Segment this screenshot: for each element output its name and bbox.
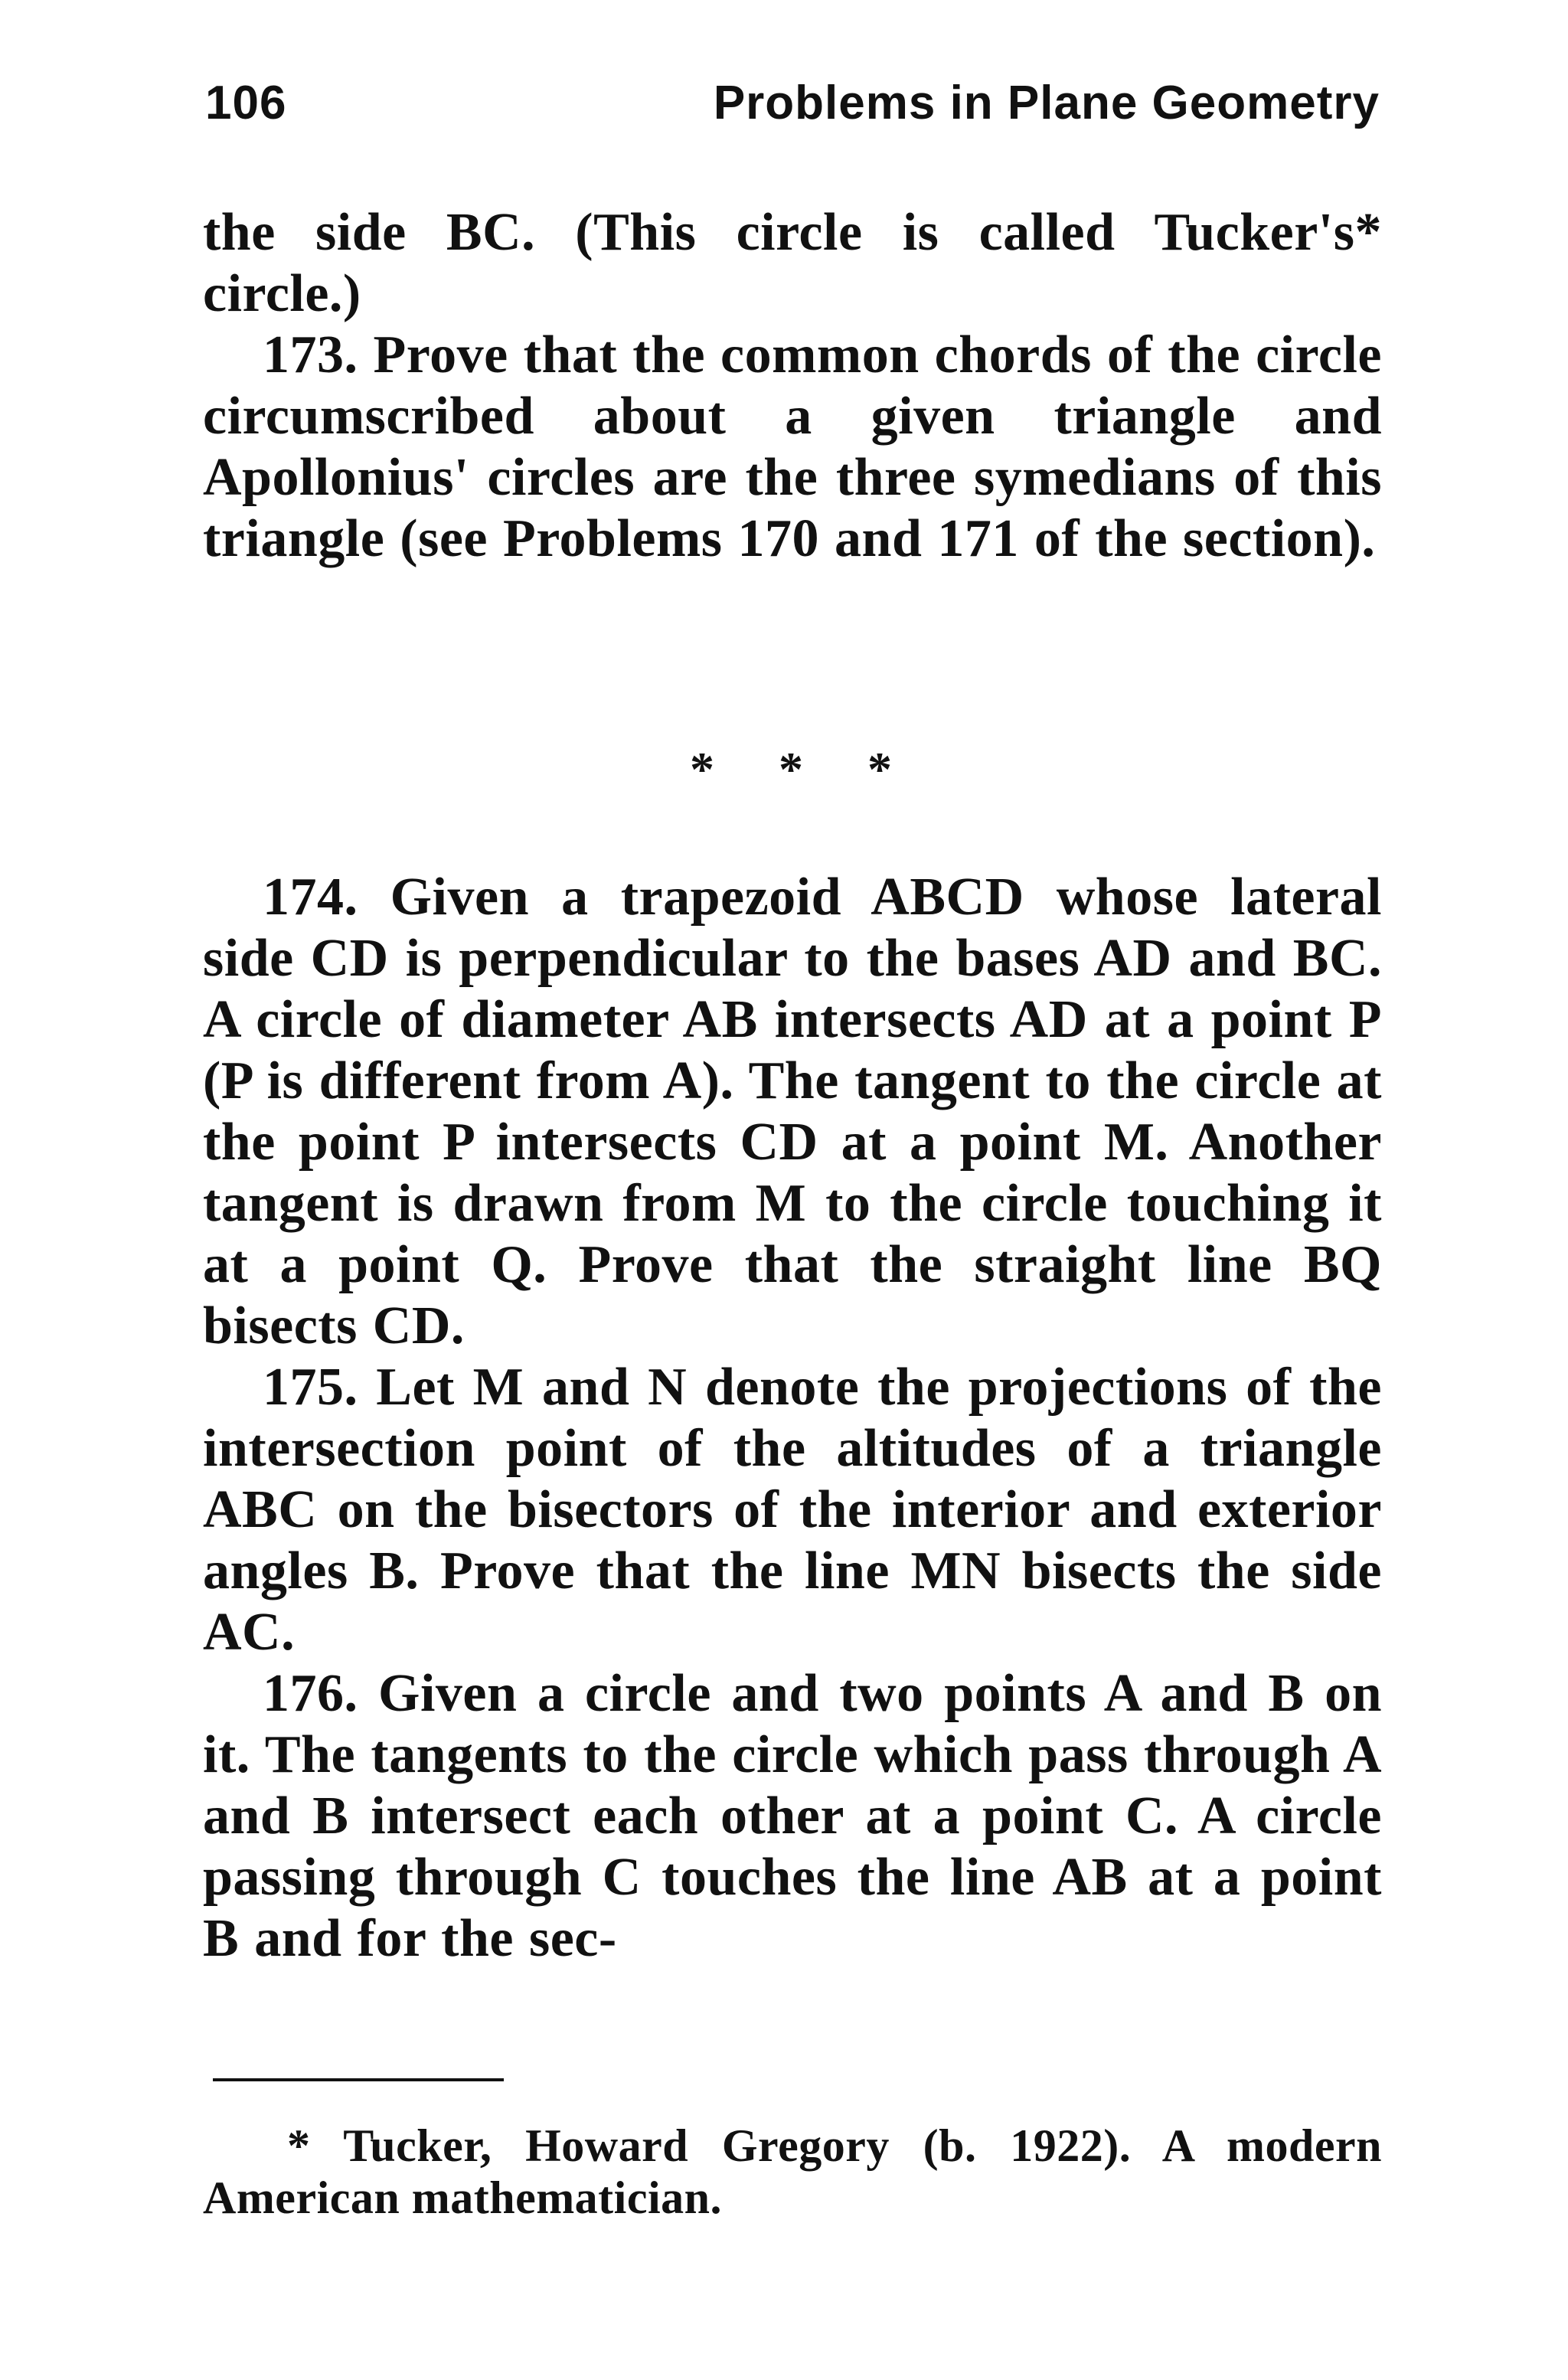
- problem-text: Given a trapezoid ABCD whose lateral side CD is perpendicular to the bases AD and BC. A circle of diameter AB intersects AD at a point P (P is different from A). The tangent to the circle at the point P intersects CD at a point M. Another tangent is drawn from M to the circle touching it at a point Q. Prove that the straight line BQ bisects CD.: [203, 868, 1382, 1355]
- problem-174: [203, 867, 1382, 1357]
- running-head: [205, 69, 1380, 138]
- problem-number: 176.: [263, 1664, 358, 1723]
- continuation-paragraph: [203, 202, 1382, 325]
- problem-176: [203, 1663, 1382, 1970]
- problem-173: [203, 325, 1382, 570]
- text-block-main: [203, 867, 1382, 1970]
- problem-text: Prove that the common chords of the circle circumscribed about a given triangle and Apollonius' circles are the three symedians of this triangle (see Problems 170 and 171 of the section).: [203, 325, 1382, 568]
- footnote-rule: [213, 2078, 504, 2081]
- continuation-text: the side BC. (This circle is called Tucker's* circle.): [203, 203, 1382, 323]
- section-separator: * * *: [690, 742, 918, 796]
- problem-number: 174.: [263, 868, 358, 927]
- footnote: [203, 2120, 1382, 2224]
- problem-number: 175.: [263, 1358, 358, 1417]
- text-block-top: [203, 202, 1382, 570]
- problem-text: Let M and N denote the projections of the intersection point of the altitudes of a triangle ABC on the bisectors of the interior and exterior angles B. Prove that the line MN bisects the side AC.: [203, 1358, 1382, 1662]
- footnote-text: * Tucker, Howard Gregory (b. 1922). A modern American mathematician.: [203, 2120, 1382, 2223]
- page-number: 106: [205, 77, 287, 129]
- problem-number: 173.: [263, 325, 358, 384]
- problem-175: [203, 1357, 1382, 1663]
- problem-text: Given a circle and two points A and B on it. The tangents to the circle which pass through A and B intersect each other at a point C. A circle passing through C touches the line AB at a point B and for the sec-: [203, 1664, 1382, 1968]
- running-title: Problems in Plane Geometry: [713, 77, 1380, 129]
